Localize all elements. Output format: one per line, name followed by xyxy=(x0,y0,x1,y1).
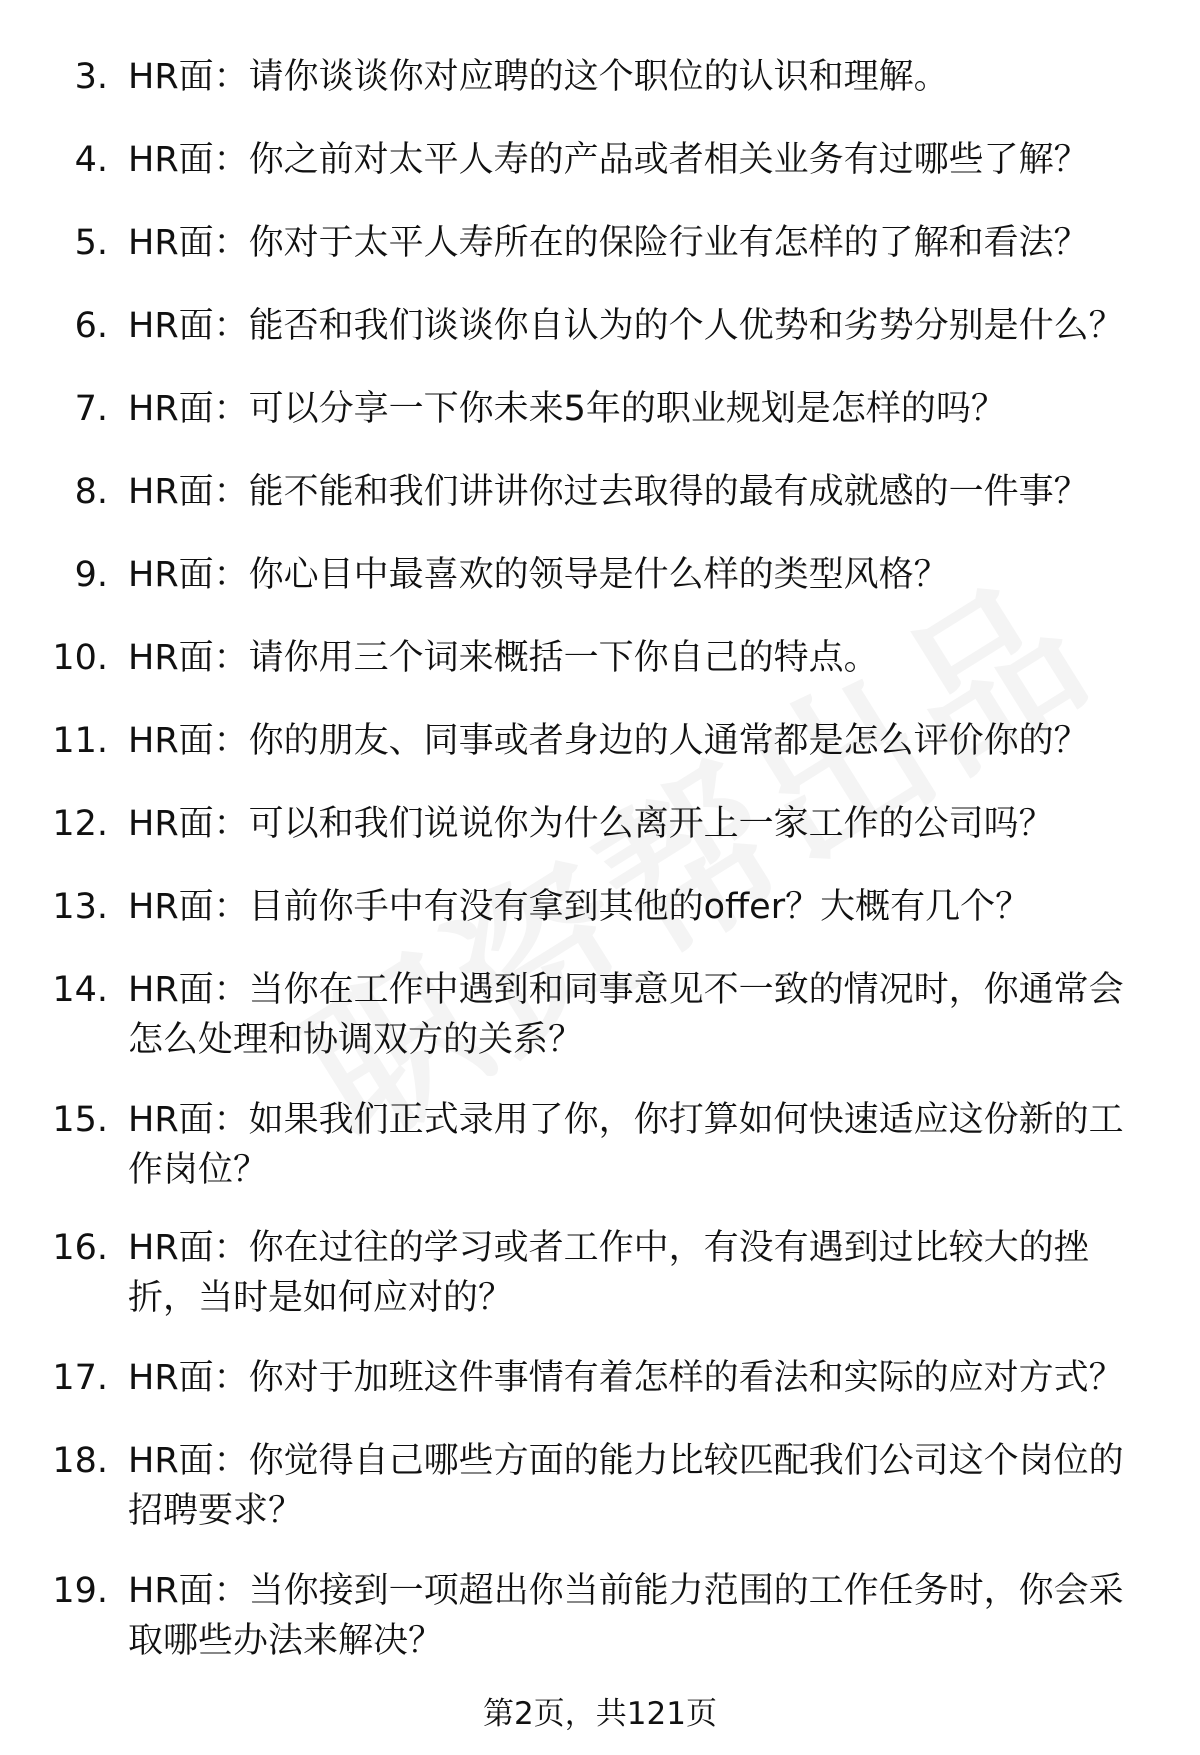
question-number: 18. xyxy=(52,1441,108,1481)
question-number: 5. xyxy=(74,223,108,263)
question-text: HR面：可以分享一下你未来5年的职业规划是怎样的吗？ xyxy=(128,389,1006,429)
question-text: HR面：你之前对太平人寿的产品或者相关业务有过哪些了解？ xyxy=(128,140,1089,180)
question-text: HR面：你对于加班这件事情有着怎样的看法和实际的应对方式？ xyxy=(128,1358,1124,1398)
question-number: 17. xyxy=(52,1358,108,1398)
question-number: 13. xyxy=(52,887,108,927)
question-text: HR面：你心目中最喜欢的领导是什么样的类型风格？ xyxy=(128,555,949,595)
question-number: 8. xyxy=(74,472,108,512)
question-text: HR面：当你接到一项超出你当前能力范围的工作任务时，你会采 取哪些办法来解决？ xyxy=(128,1571,1124,1661)
question-number: 4. xyxy=(74,140,108,180)
question-number: 9. xyxy=(74,555,108,595)
question-number: 6. xyxy=(74,306,108,346)
question-text: HR面：当你在工作中遇到和同事意见不一致的情况时，你通常会 怎么处理和协调双方的关系？ xyxy=(128,970,1124,1060)
question-text: HR面：你对于太平人寿所在的保险行业有怎样的了解和看法？ xyxy=(128,223,1089,263)
question-text: HR面：你的朋友、同事或者身边的人通常都是怎么评价你的？ xyxy=(128,721,1089,761)
question-number: 7. xyxy=(74,389,108,429)
watermark xyxy=(250,514,1126,1188)
question-text: HR面：能不能和我们讲讲你过去取得的最有成就感的一件事？ xyxy=(128,472,1089,512)
question-text: HR面：目前你手中有没有拿到其他的offer？大概有几个？ xyxy=(128,887,1031,927)
question-text: HR面：你在过往的学习或者工作中，有没有遇到过比较大的挫 折，当时是如何应对的？ xyxy=(128,1228,1089,1318)
question-text: HR面：请你用三个词来概括一下你自己的特点。 xyxy=(128,638,879,678)
question-number: 10. xyxy=(52,638,108,678)
question-text: HR面：你觉得自己哪些方面的能力比较匹配我们公司这个岗位的 招聘要求？ xyxy=(128,1441,1124,1531)
question-number: 12. xyxy=(52,804,108,844)
question-number: 16. xyxy=(52,1228,108,1268)
question-number: 15. xyxy=(52,1100,108,1140)
question-number: 14. xyxy=(52,970,108,1010)
question-text: HR面：可以和我们说说你为什么离开上一家工作的公司吗？ xyxy=(128,804,1054,844)
question-text: HR面：能否和我们谈谈你自认为的个人优势和劣势分别是什么？ xyxy=(128,306,1124,346)
question-number: 19. xyxy=(52,1571,108,1611)
question-number: 11. xyxy=(52,721,108,761)
question-number: 3. xyxy=(74,57,108,97)
question-text: HR面：请你谈谈你对应聘的这个职位的认识和理解。 xyxy=(128,57,949,97)
question-text: HR面：如果我们正式录用了你，你打算如何快速适应这份新的工 作岗位？ xyxy=(128,1100,1124,1190)
page-footer: 第2页，共121页 xyxy=(483,1696,717,1732)
